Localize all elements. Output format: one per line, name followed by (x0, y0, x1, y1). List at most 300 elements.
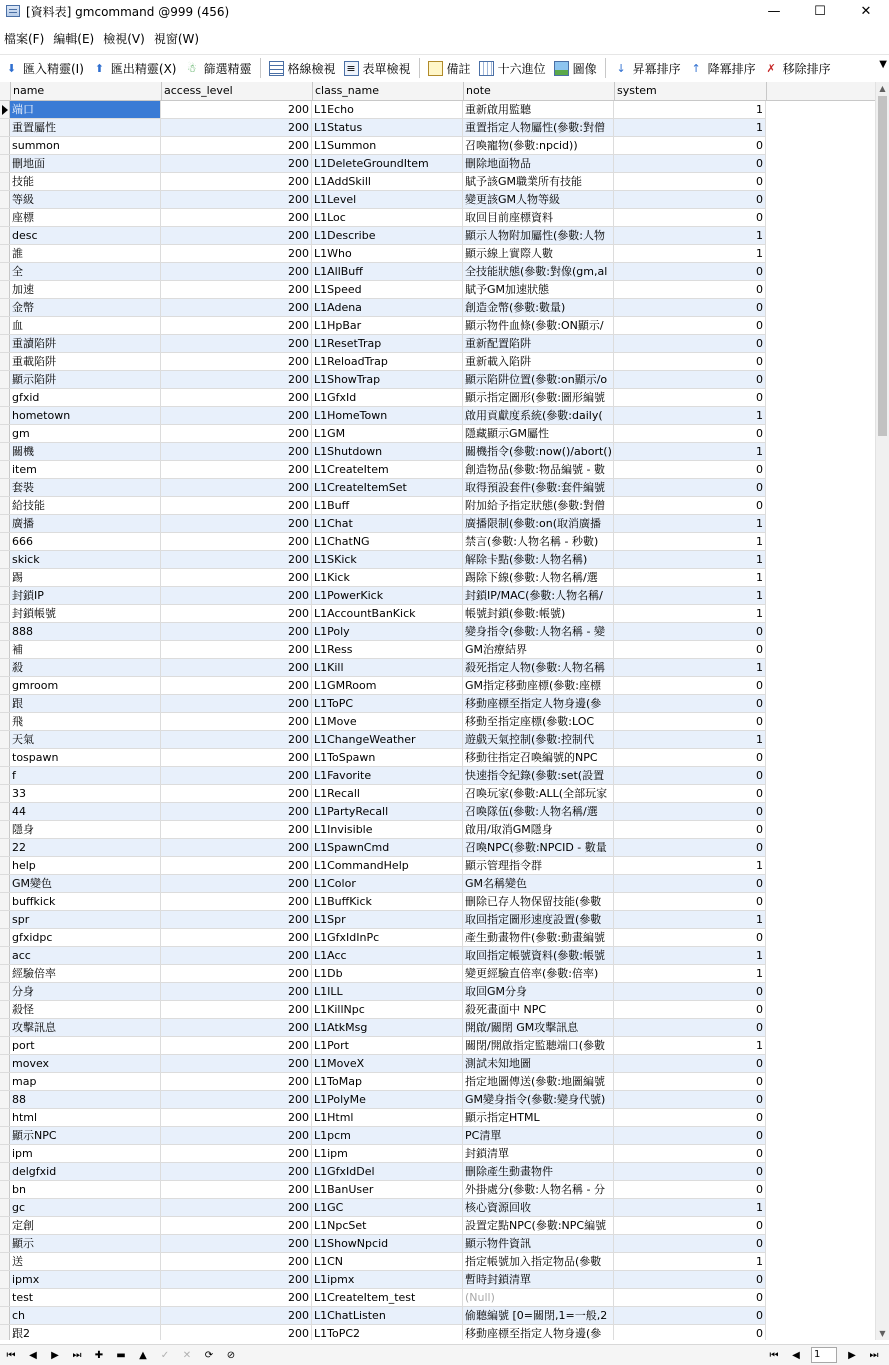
cell-class-name[interactable]: L1Speed (312, 281, 463, 298)
cell-note[interactable]: 賦予該GM職業所有技能 (463, 173, 614, 190)
row-selector[interactable] (0, 857, 10, 874)
cell-access-level[interactable]: 200 (161, 155, 312, 172)
row-selector[interactable] (0, 893, 10, 910)
cell-system[interactable]: 1 (614, 1199, 766, 1216)
vertical-scrollbar[interactable] (875, 82, 889, 1340)
cell-access-level[interactable]: 200 (161, 1127, 312, 1144)
cell-note[interactable]: 刪除地面物品 (463, 155, 614, 172)
cell-system[interactable]: 0 (614, 1055, 766, 1072)
cell-note[interactable]: 取回指定圖形速度設置(參數 (463, 911, 614, 928)
memo-button[interactable] (424, 57, 475, 79)
cell-access-level[interactable]: 200 (161, 551, 312, 568)
row-selector[interactable] (0, 749, 10, 766)
table-row[interactable] (0, 1145, 766, 1163)
image-button[interactable] (550, 57, 601, 79)
cell-name[interactable]: 技能 (10, 173, 161, 190)
cell-name[interactable]: 踢 (10, 569, 161, 586)
cell-access-level[interactable]: 200 (161, 605, 312, 622)
row-selector[interactable] (0, 425, 10, 442)
cell-name[interactable]: 關機 (10, 443, 161, 460)
cell-access-level[interactable]: 200 (161, 929, 312, 946)
cell-access-level[interactable]: 200 (161, 1055, 312, 1072)
cell-note[interactable]: 啟用/取消GM隱身 (463, 821, 614, 838)
cell-access-level[interactable]: 200 (161, 137, 312, 154)
cell-access-level[interactable]: 200 (161, 425, 312, 442)
row-selector[interactable] (0, 389, 10, 406)
table-row[interactable] (0, 335, 766, 353)
cell-name[interactable]: 刪地面 (10, 155, 161, 172)
cell-system[interactable]: 0 (614, 1073, 766, 1090)
cell-class-name[interactable]: L1ipmx (312, 1271, 463, 1288)
cell-class-name[interactable]: L1PowerKick (312, 587, 463, 604)
cell-access-level[interactable]: 200 (161, 101, 312, 118)
cell-access-level[interactable]: 200 (161, 767, 312, 784)
table-row[interactable] (0, 587, 766, 605)
cell-name[interactable]: 給技能 (10, 497, 161, 514)
cell-name[interactable]: 殺怪 (10, 1001, 161, 1018)
cell-name[interactable]: 33 (10, 785, 161, 802)
cell-note[interactable]: 取回指定帳號資料(參數:帳號 (463, 947, 614, 964)
row-selector[interactable] (0, 569, 10, 586)
cell-name[interactable]: 隱身 (10, 821, 161, 838)
row-selector[interactable] (0, 605, 10, 622)
table-row[interactable] (0, 1181, 766, 1199)
cell-system[interactable]: 0 (614, 173, 766, 190)
toolbar-overflow-icon[interactable]: ▼ (879, 59, 887, 70)
cell-note[interactable]: 顯示指定圖形(參數:圖形編號 (463, 389, 614, 406)
cell-class-name[interactable]: L1ipm (312, 1145, 463, 1162)
last-record-icon[interactable]: ⏭ (72, 1349, 82, 1361)
cell-access-level[interactable]: 200 (161, 803, 312, 820)
cell-system[interactable]: 0 (614, 371, 766, 388)
cell-note[interactable]: 外掛處分(參數:人物名稱 - 分 (463, 1181, 614, 1198)
table-row[interactable] (0, 659, 766, 677)
cell-name[interactable]: 飛 (10, 713, 161, 730)
table-row[interactable] (0, 677, 766, 695)
cell-access-level[interactable]: 200 (161, 119, 312, 136)
column-header-access-level[interactable]: access_level (162, 82, 313, 100)
table-row[interactable] (0, 1127, 766, 1145)
scroll-down-icon[interactable]: ▼ (879, 1329, 886, 1338)
table-row[interactable] (0, 929, 766, 947)
cell-class-name[interactable]: L1Chat (312, 515, 463, 532)
cell-note[interactable]: 全技能狀態(參數:對像(gm,al (463, 263, 614, 280)
apply-changes-icon[interactable]: ✓ (160, 1349, 170, 1361)
cell-note[interactable]: 踢除下線(參數:人物名稱/選 (463, 569, 614, 586)
cell-name[interactable]: 廣播 (10, 515, 161, 532)
hex-button[interactable] (475, 57, 550, 79)
cell-class-name[interactable]: L1BanUser (312, 1181, 463, 1198)
cell-name[interactable]: 分身 (10, 983, 161, 1000)
table-row[interactable] (0, 803, 766, 821)
cell-name[interactable]: 全 (10, 263, 161, 280)
cell-name[interactable]: hometown (10, 407, 161, 424)
cell-name[interactable]: html (10, 1109, 161, 1126)
cell-class-name[interactable]: L1Status (312, 119, 463, 136)
table-row[interactable] (0, 821, 766, 839)
remove-sort-button[interactable] (760, 57, 835, 79)
table-row[interactable] (0, 137, 766, 155)
cell-system[interactable]: 1 (614, 533, 766, 550)
row-selector[interactable] (0, 263, 10, 280)
cell-name[interactable]: 端口 (10, 101, 161, 118)
table-row[interactable] (0, 911, 766, 929)
cell-access-level[interactable]: 200 (161, 1109, 312, 1126)
cell-access-level[interactable]: 200 (161, 533, 312, 550)
table-row[interactable] (0, 425, 766, 443)
row-selector[interactable] (0, 1091, 10, 1108)
cell-system[interactable]: 0 (614, 479, 766, 496)
cell-note[interactable]: 顯示人物附加屬性(參數:人物 (463, 227, 614, 244)
cell-class-name[interactable]: L1Level (312, 191, 463, 208)
cell-access-level[interactable]: 200 (161, 1199, 312, 1216)
cell-name[interactable]: 88 (10, 1091, 161, 1108)
menu-file[interactable]: 檔案(F) (4, 31, 45, 46)
menu-view[interactable]: 檢視(V) (103, 31, 145, 46)
cell-system[interactable]: 0 (614, 281, 766, 298)
cell-name[interactable]: 等級 (10, 191, 161, 208)
cell-name[interactable]: buffkick (10, 893, 161, 910)
cell-system[interactable]: 1 (614, 605, 766, 622)
cell-system[interactable]: 0 (614, 1181, 766, 1198)
table-row[interactable] (0, 1199, 766, 1217)
cell-access-level[interactable]: 200 (161, 713, 312, 730)
table-row[interactable] (0, 209, 766, 227)
cell-access-level[interactable]: 200 (161, 407, 312, 424)
cell-note[interactable]: GM變身指令(參數:變身代號) (463, 1091, 614, 1108)
table-row[interactable] (0, 605, 766, 623)
cell-note[interactable]: 召喚寵物(參數:npcid)) (463, 137, 614, 154)
cell-system[interactable]: 1 (614, 443, 766, 460)
cell-access-level[interactable]: 200 (161, 785, 312, 802)
cell-class-name[interactable]: L1CN (312, 1253, 463, 1270)
cell-access-level[interactable]: 200 (161, 1001, 312, 1018)
cell-class-name[interactable]: L1Html (312, 1109, 463, 1126)
cell-access-level[interactable]: 200 (161, 587, 312, 604)
cell-class-name[interactable]: L1NpcSet (312, 1217, 463, 1234)
cell-note[interactable]: 重新啟用監聽 (463, 101, 614, 118)
table-row[interactable] (0, 281, 766, 299)
cell-name[interactable]: GM變色 (10, 875, 161, 892)
row-selector[interactable] (0, 947, 10, 964)
cell-name[interactable]: 888 (10, 623, 161, 640)
cell-system[interactable]: 0 (614, 1235, 766, 1252)
column-header-class-name[interactable]: class_name (313, 82, 464, 100)
cell-note[interactable]: 變身指令(參數:人物名稱 - 變 (463, 623, 614, 640)
cell-note[interactable]: 取回GM分身 (463, 983, 614, 1000)
cell-class-name[interactable]: L1Kick (312, 569, 463, 586)
cell-class-name[interactable]: L1ToMap (312, 1073, 463, 1090)
cell-class-name[interactable]: L1Who (312, 245, 463, 262)
cell-access-level[interactable]: 200 (161, 839, 312, 856)
cell-class-name[interactable]: L1Move (312, 713, 463, 730)
table-row[interactable] (0, 497, 766, 515)
cell-system[interactable]: 0 (614, 1325, 766, 1340)
cell-access-level[interactable]: 200 (161, 1325, 312, 1340)
cell-class-name[interactable]: L1Buff (312, 497, 463, 514)
table-row[interactable] (0, 1055, 766, 1073)
row-selector[interactable] (0, 443, 10, 460)
cell-name[interactable]: 顯示陷阱 (10, 371, 161, 388)
cell-system[interactable]: 0 (614, 1307, 766, 1324)
previous-record-icon[interactable]: ◀ (29, 1349, 37, 1361)
cell-access-level[interactable]: 200 (161, 569, 312, 586)
cell-access-level[interactable]: 200 (161, 299, 312, 316)
column-header-name[interactable]: name (11, 82, 162, 100)
row-selector[interactable] (0, 965, 10, 982)
row-selector[interactable] (0, 1253, 10, 1270)
cell-note[interactable]: 產生動畫物件(參數:動畫編號 (463, 929, 614, 946)
filter-wizard-button[interactable] (181, 57, 256, 79)
cell-note[interactable]: 召喚隊伍(參數:人物名稱/選 (463, 803, 614, 820)
cell-system[interactable]: 0 (614, 209, 766, 226)
cell-access-level[interactable]: 200 (161, 443, 312, 460)
cell-class-name[interactable]: L1AllBuff (312, 263, 463, 280)
cell-system[interactable]: 0 (614, 497, 766, 514)
cell-class-name[interactable]: L1Poly (312, 623, 463, 640)
table-row[interactable] (0, 407, 766, 425)
cell-name[interactable]: 44 (10, 803, 161, 820)
table-row[interactable] (0, 533, 766, 551)
cell-note[interactable]: 測試未知地圖 (463, 1055, 614, 1072)
row-selector[interactable] (0, 1109, 10, 1126)
table-row[interactable] (0, 479, 766, 497)
row-selector[interactable] (0, 983, 10, 1000)
cell-name[interactable]: gm (10, 425, 161, 442)
cell-note[interactable]: 封鎖清單 (463, 1145, 614, 1162)
cell-note[interactable]: 啟用貢獻度系統(參數:daily( (463, 407, 614, 424)
cell-system[interactable]: 1 (614, 551, 766, 568)
cell-system[interactable]: 1 (614, 1037, 766, 1054)
cell-class-name[interactable]: L1CommandHelp (312, 857, 463, 874)
cell-class-name[interactable]: L1GMRoom (312, 677, 463, 694)
next-page-icon[interactable]: ▶ (848, 1349, 856, 1361)
cell-access-level[interactable]: 200 (161, 1289, 312, 1306)
row-selector[interactable] (0, 533, 10, 550)
export-wizard-button[interactable] (88, 57, 181, 79)
cell-access-level[interactable]: 200 (161, 263, 312, 280)
cell-system[interactable]: 0 (614, 317, 766, 334)
edit-record-icon[interactable]: ▲ (139, 1349, 147, 1361)
cell-class-name[interactable]: L1AtkMsg (312, 1019, 463, 1036)
cell-note[interactable]: GM指定移動座標(參數:座標 (463, 677, 614, 694)
cell-system[interactable]: 0 (614, 1019, 766, 1036)
table-row[interactable] (0, 1037, 766, 1055)
row-selector[interactable] (0, 1127, 10, 1144)
cell-class-name[interactable]: L1Invisible (312, 821, 463, 838)
cell-system[interactable]: 1 (614, 569, 766, 586)
refresh-icon[interactable]: ⟳ (204, 1349, 214, 1361)
cell-note[interactable]: PC清單 (463, 1127, 614, 1144)
row-selector[interactable] (0, 1325, 10, 1340)
row-header-corner[interactable] (0, 82, 11, 100)
cell-name[interactable]: desc (10, 227, 161, 244)
cell-system[interactable]: 0 (614, 929, 766, 946)
cell-class-name[interactable]: L1BuffKick (312, 893, 463, 910)
cell-system[interactable]: 0 (614, 1271, 766, 1288)
row-selector[interactable] (0, 785, 10, 802)
cell-class-name[interactable]: L1ChangeWeather (312, 731, 463, 748)
cell-name[interactable]: ipmx (10, 1271, 161, 1288)
table-row[interactable] (0, 173, 766, 191)
row-selector[interactable] (0, 209, 10, 226)
cell-note[interactable]: 封鎖IP/MAC(參數:人物名稱/ (463, 587, 614, 604)
row-selector[interactable] (0, 1145, 10, 1162)
table-row[interactable] (0, 371, 766, 389)
row-selector[interactable] (0, 191, 10, 208)
cell-access-level[interactable]: 200 (161, 1073, 312, 1090)
next-record-icon[interactable]: ▶ (51, 1349, 59, 1361)
cell-system[interactable]: 1 (614, 857, 766, 874)
row-selector[interactable] (0, 497, 10, 514)
cell-name[interactable]: acc (10, 947, 161, 964)
cell-access-level[interactable]: 200 (161, 911, 312, 928)
cell-system[interactable]: 0 (614, 875, 766, 892)
cell-system[interactable]: 1 (614, 245, 766, 262)
cell-class-name[interactable]: L1Summon (312, 137, 463, 154)
table-row[interactable] (0, 1163, 766, 1181)
cell-name[interactable]: 重讀陷阱 (10, 335, 161, 352)
cell-note[interactable]: 變更該GM人物等級 (463, 191, 614, 208)
row-selector[interactable] (0, 155, 10, 172)
cell-system[interactable]: 1 (614, 227, 766, 244)
cell-name[interactable]: 血 (10, 317, 161, 334)
cell-system[interactable]: 1 (614, 659, 766, 676)
cell-note[interactable]: 帳號封鎖(參數:帳號) (463, 605, 614, 622)
row-selector[interactable] (0, 623, 10, 640)
cell-name[interactable]: 攻擊訊息 (10, 1019, 161, 1036)
cell-name[interactable]: 金幣 (10, 299, 161, 316)
row-selector[interactable] (0, 1271, 10, 1288)
cell-system[interactable]: 0 (614, 1091, 766, 1108)
row-selector[interactable] (0, 551, 10, 568)
cell-class-name[interactable]: L1Acc (312, 947, 463, 964)
cell-access-level[interactable]: 200 (161, 875, 312, 892)
cell-note[interactable]: 暫時封鎖清單 (463, 1271, 614, 1288)
cell-note[interactable]: 廣播限制(參數:on(取消廣播 (463, 515, 614, 532)
cell-name[interactable]: 座標 (10, 209, 161, 226)
cell-note[interactable]: 設置定點NPC(參數:NPC編號 (463, 1217, 614, 1234)
row-selector[interactable] (0, 353, 10, 370)
menu-window[interactable]: 視窗(W) (153, 31, 200, 46)
cell-class-name[interactable]: L1SpawnCmd (312, 839, 463, 856)
cell-access-level[interactable]: 200 (161, 1217, 312, 1234)
cell-access-level[interactable]: 200 (161, 1235, 312, 1252)
table-row[interactable] (0, 569, 766, 587)
cell-system[interactable]: 0 (614, 299, 766, 316)
table-row[interactable] (0, 857, 766, 875)
cell-system[interactable]: 0 (614, 353, 766, 370)
cell-class-name[interactable]: L1ReloadTrap (312, 353, 463, 370)
cell-note[interactable]: 顯示指定HTML (463, 1109, 614, 1126)
row-selector[interactable] (0, 515, 10, 532)
row-selector[interactable] (0, 1037, 10, 1054)
cell-class-name[interactable]: L1ChatListen (312, 1307, 463, 1324)
cell-name[interactable]: 天氣 (10, 731, 161, 748)
row-selector[interactable] (0, 1217, 10, 1234)
cell-class-name[interactable]: L1Recall (312, 785, 463, 802)
minimize-icon[interactable]: — (767, 3, 781, 19)
cell-name[interactable]: bn (10, 1181, 161, 1198)
table-row[interactable] (0, 749, 766, 767)
cell-system[interactable]: 0 (614, 893, 766, 910)
cell-access-level[interactable]: 200 (161, 695, 312, 712)
cell-access-level[interactable]: 200 (161, 353, 312, 370)
cell-system[interactable]: 0 (614, 803, 766, 820)
cell-class-name[interactable]: L1KillNpc (312, 1001, 463, 1018)
cell-access-level[interactable]: 200 (161, 947, 312, 964)
cell-class-name[interactable]: L1AccountBanKick (312, 605, 463, 622)
cell-name[interactable]: 跟 (10, 695, 161, 712)
cell-class-name[interactable]: L1Db (312, 965, 463, 982)
table-row[interactable] (0, 839, 766, 857)
cell-system[interactable]: 0 (614, 821, 766, 838)
import-wizard-button[interactable] (0, 57, 88, 79)
cell-note[interactable]: 顯示物件資訊 (463, 1235, 614, 1252)
cell-system[interactable]: 0 (614, 137, 766, 154)
cell-note[interactable]: 殺死指定人物(參數:人物名稱 (463, 659, 614, 676)
cell-class-name[interactable]: L1GfxIdDel (312, 1163, 463, 1180)
table-row[interactable] (0, 767, 766, 785)
table-row[interactable] (0, 1109, 766, 1127)
row-selector[interactable] (0, 821, 10, 838)
row-selector[interactable] (0, 1019, 10, 1036)
form-view-button[interactable] (340, 57, 415, 79)
cell-class-name[interactable]: L1ShowNpcid (312, 1235, 463, 1252)
table-row[interactable] (0, 1289, 766, 1307)
row-selector[interactable] (0, 839, 10, 856)
cell-class-name[interactable]: L1Loc (312, 209, 463, 226)
cell-name[interactable]: tospawn (10, 749, 161, 766)
cell-access-level[interactable]: 200 (161, 191, 312, 208)
cell-access-level[interactable]: 200 (161, 1307, 312, 1324)
row-selector[interactable] (0, 479, 10, 496)
cell-name[interactable]: 666 (10, 533, 161, 550)
cell-access-level[interactable]: 200 (161, 965, 312, 982)
cell-name[interactable]: 套裝 (10, 479, 161, 496)
row-selector[interactable] (0, 245, 10, 262)
cell-class-name[interactable]: L1Shutdown (312, 443, 463, 460)
cell-note[interactable]: 遊戲天氣控制(參數:控制代 (463, 731, 614, 748)
cell-access-level[interactable]: 200 (161, 479, 312, 496)
cell-name[interactable]: summon (10, 137, 161, 154)
cell-system[interactable]: 0 (614, 641, 766, 658)
cell-class-name[interactable]: L1ResetTrap (312, 335, 463, 352)
add-record-icon[interactable]: ✚ (94, 1349, 104, 1361)
table-row[interactable] (0, 1001, 766, 1019)
cell-access-level[interactable]: 200 (161, 749, 312, 766)
cell-access-level[interactable]: 200 (161, 335, 312, 352)
row-selector[interactable] (0, 1289, 10, 1306)
cell-system[interactable]: 0 (614, 695, 766, 712)
scroll-thumb[interactable] (878, 96, 887, 436)
cell-class-name[interactable]: L1CreateItem_test (312, 1289, 463, 1306)
table-row[interactable] (0, 1325, 766, 1340)
row-selector[interactable] (0, 713, 10, 730)
row-selector[interactable] (0, 695, 10, 712)
cell-class-name[interactable]: L1PartyRecall (312, 803, 463, 820)
column-header-note[interactable]: note (464, 82, 615, 100)
table-row[interactable] (0, 551, 766, 569)
row-selector[interactable] (0, 803, 10, 820)
row-selector[interactable] (0, 911, 10, 928)
cell-name[interactable]: delgfxid (10, 1163, 161, 1180)
cell-access-level[interactable]: 200 (161, 281, 312, 298)
cell-class-name[interactable]: L1ShowTrap (312, 371, 463, 388)
cell-system[interactable]: 0 (614, 1217, 766, 1234)
table-row[interactable] (0, 785, 766, 803)
cell-system[interactable]: 1 (614, 407, 766, 424)
